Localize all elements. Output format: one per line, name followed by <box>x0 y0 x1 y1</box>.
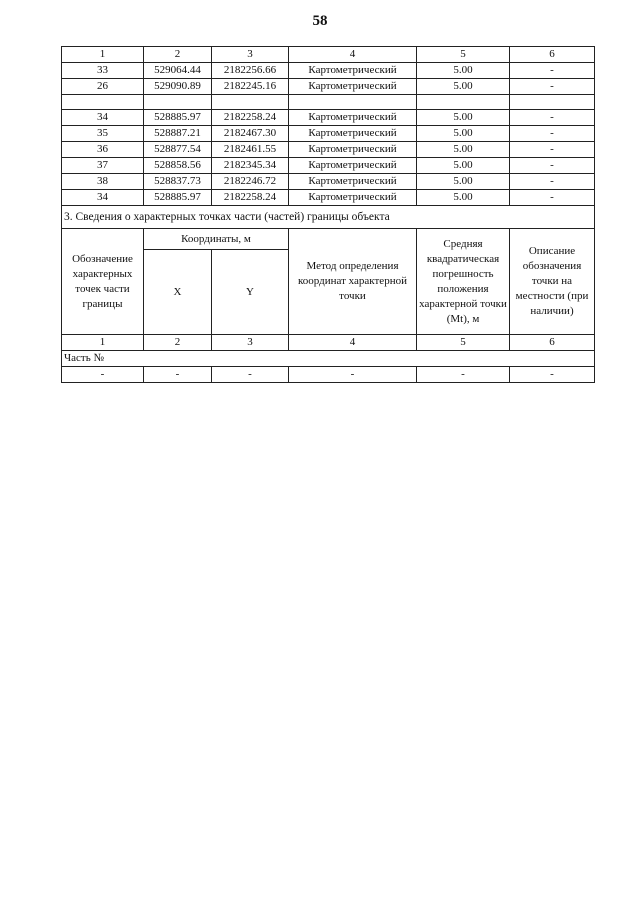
empty-cell <box>62 95 144 110</box>
point-number: 33 <box>62 63 144 79</box>
column-number: 6 <box>510 335 595 351</box>
error-value: 5.00 <box>417 63 510 79</box>
coord-x: 528858.56 <box>144 158 212 174</box>
coord-y: 2182461.55 <box>212 142 289 158</box>
header-y: Y <box>212 250 289 335</box>
part-label: Часть № <box>62 351 595 367</box>
column-number: 6 <box>510 47 595 63</box>
point-number: 26 <box>62 79 144 95</box>
part-label-row <box>62 351 595 367</box>
method: Картометрический <box>289 110 417 126</box>
table-row <box>62 126 595 142</box>
empty-value: - <box>62 367 144 383</box>
empty-value: - <box>212 367 289 383</box>
coord-y: 2182246.72 <box>212 174 289 190</box>
coord-y: 2182258.24 <box>212 190 289 206</box>
method: Картометрический <box>289 158 417 174</box>
description: - <box>510 110 595 126</box>
coord-x: 529090.89 <box>144 79 212 95</box>
table-row <box>62 367 595 383</box>
coord-y: 2182467.30 <box>212 126 289 142</box>
empty-cell <box>144 95 212 110</box>
description: - <box>510 79 595 95</box>
header-coordinates: Координаты, м <box>144 229 289 250</box>
method: Картометрический <box>289 174 417 190</box>
table-row <box>62 142 595 158</box>
column-number: 2 <box>144 335 212 351</box>
point-number: 34 <box>62 110 144 126</box>
description: - <box>510 126 595 142</box>
coord-y: 2182345.34 <box>212 158 289 174</box>
section-title-row <box>62 206 595 229</box>
page-number: 58 <box>312 13 328 29</box>
empty-cell <box>510 95 595 110</box>
empty-cell <box>417 95 510 110</box>
description: - <box>510 158 595 174</box>
coord-x: 529064.44 <box>144 63 212 79</box>
column-number: 1 <box>62 335 144 351</box>
point-number: 36 <box>62 142 144 158</box>
point-number: 38 <box>62 174 144 190</box>
method: Картометрический <box>289 63 417 79</box>
empty-cell <box>289 95 417 110</box>
table-row <box>62 190 595 206</box>
coord-y: 2182245.16 <box>212 79 289 95</box>
error-value: 5.00 <box>417 126 510 142</box>
column-number-row <box>62 47 595 63</box>
empty-value: - <box>417 367 510 383</box>
column-number: 3 <box>212 47 289 63</box>
point-number: 35 <box>62 126 144 142</box>
coord-y: 2182256.66 <box>212 63 289 79</box>
blank-separator-row <box>62 95 595 110</box>
error-value: 5.00 <box>417 142 510 158</box>
point-number: 37 <box>62 158 144 174</box>
empty-value: - <box>510 367 595 383</box>
description: - <box>510 63 595 79</box>
error-value: 5.00 <box>417 158 510 174</box>
coord-x: 528885.97 <box>144 110 212 126</box>
table-row <box>62 158 595 174</box>
coord-x: 528877.54 <box>144 142 212 158</box>
method: Картометрический <box>289 126 417 142</box>
coord-y: 2182258.24 <box>212 110 289 126</box>
coord-x: 528887.21 <box>144 126 212 142</box>
point-number: 34 <box>62 190 144 206</box>
table-row <box>62 110 595 126</box>
empty-value: - <box>144 367 212 383</box>
header-description: Описание обозначения точки на местности (при наличии) <box>510 229 595 335</box>
column-number: 5 <box>417 47 510 63</box>
header-error: Средняя квадратическая погрешность положения характерной точки (Mt), м <box>417 229 510 335</box>
table-row <box>62 174 595 190</box>
characteristic-points-table <box>61 46 595 383</box>
section-title: 3. Сведения о характерных точках части (частей) границы объекта <box>62 206 595 229</box>
header-method: Метод определения координат характерной точки <box>289 229 417 335</box>
description: - <box>510 190 595 206</box>
error-value: 5.00 <box>417 110 510 126</box>
coord-x: 528837.73 <box>144 174 212 190</box>
column-number: 3 <box>212 335 289 351</box>
method: Картометрический <box>289 142 417 158</box>
method: Картометрический <box>289 79 417 95</box>
column-number: 5 <box>417 335 510 351</box>
header-designation: Обозначение характерных точек части границы <box>62 229 144 335</box>
error-value: 5.00 <box>417 190 510 206</box>
empty-value: - <box>289 367 417 383</box>
header-row <box>62 229 595 250</box>
error-value: 5.00 <box>417 174 510 190</box>
coord-x: 528885.97 <box>144 190 212 206</box>
column-number: 1 <box>62 47 144 63</box>
column-number: 2 <box>144 47 212 63</box>
empty-cell <box>212 95 289 110</box>
error-value: 5.00 <box>417 79 510 95</box>
method: Картометрический <box>289 190 417 206</box>
table-row <box>62 63 595 79</box>
column-number-row <box>62 335 595 351</box>
column-number: 4 <box>289 335 417 351</box>
header-x: X <box>144 250 212 335</box>
description: - <box>510 142 595 158</box>
description: - <box>510 174 595 190</box>
column-number: 4 <box>289 47 417 63</box>
table-row <box>62 79 595 95</box>
